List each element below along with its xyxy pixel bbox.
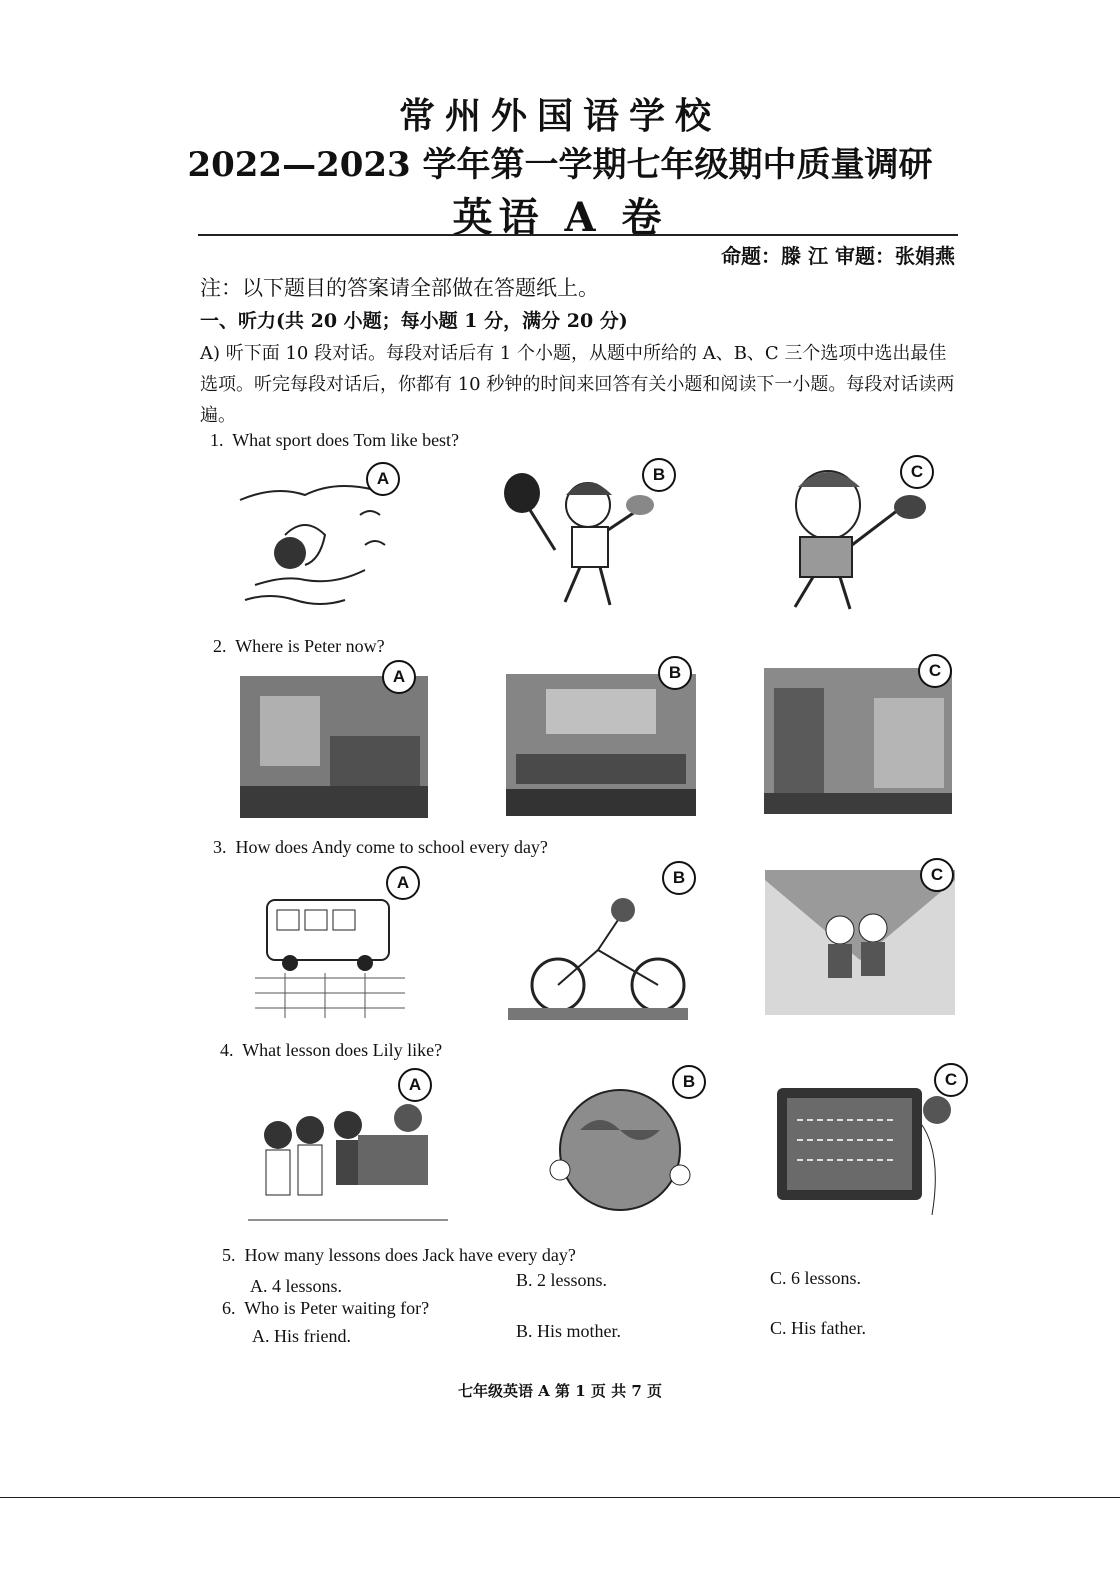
- walking-picture[interactable]: [765, 870, 955, 1015]
- option-a-label: A: [386, 866, 420, 900]
- section-title: 一、听力(共 20 小题；每小题 1 分，满分 20 分): [200, 310, 628, 332]
- option-b-label: B: [672, 1065, 706, 1099]
- option-a-label: A: [382, 660, 416, 694]
- option-a-label: A: [366, 462, 400, 496]
- school-name: 常州外国语学校: [398, 95, 721, 137]
- option-a[interactable]: A. 4 lessons.: [250, 1276, 343, 1296]
- page-footer: 七年级英语 A 第 1 页 共 7 页: [457, 1382, 663, 1400]
- option-b[interactable]: B. 2 lessons.: [516, 1270, 608, 1290]
- maths-picture[interactable]: [772, 1080, 967, 1220]
- authors-line: 命题：滕 江 审题：张娟燕: [721, 244, 955, 268]
- question-text: What sport does Tom like best?: [232, 430, 460, 450]
- bike-picture[interactable]: [508, 890, 688, 1020]
- library-photo[interactable]: [764, 668, 952, 814]
- option-b[interactable]: B. His mother.: [516, 1321, 622, 1341]
- music-picture[interactable]: [248, 1090, 448, 1225]
- question-text: How many lessons does Jack have every day?: [244, 1245, 576, 1265]
- question-number: 3.: [213, 837, 227, 857]
- question-number: 1.: [210, 430, 224, 450]
- option-c[interactable]: C. 6 lessons.: [770, 1268, 862, 1288]
- question-number: 4.: [220, 1040, 234, 1060]
- question-number: 5.: [222, 1245, 236, 1265]
- answer-note: 注：以下题目的答案请全部做在答题纸上。: [200, 276, 599, 300]
- question-text: Who is Peter waiting for?: [244, 1298, 430, 1318]
- bus-picture[interactable]: [255, 878, 405, 1018]
- option-c-label: C: [920, 858, 954, 892]
- question-text: Where is Peter now?: [235, 636, 385, 656]
- option-b-label: B: [658, 656, 692, 690]
- option-c[interactable]: C. His father.: [770, 1318, 866, 1338]
- question-number: 2.: [213, 636, 227, 656]
- question-number: 6.: [222, 1298, 236, 1318]
- classroom-photo[interactable]: [506, 674, 696, 816]
- option-c-label: C: [900, 455, 934, 489]
- question-5: [222, 1245, 576, 1266]
- option-b-label: B: [642, 458, 676, 492]
- question-3: [213, 837, 548, 858]
- question-4: [220, 1040, 442, 1061]
- option-a-label: A: [398, 1068, 432, 1102]
- page-bottom-rule: [0, 1497, 1120, 1498]
- question-text: What lesson does Lily like?: [242, 1040, 443, 1060]
- option-c-label: C: [918, 654, 952, 688]
- question-6: [222, 1298, 429, 1319]
- question-1: [210, 430, 459, 451]
- bedroom-photo[interactable]: [240, 676, 428, 818]
- question-2: [213, 636, 385, 657]
- header-rule: [198, 234, 958, 236]
- option-a[interactable]: A. His friend.: [252, 1326, 351, 1346]
- option-b-label: B: [662, 861, 696, 895]
- question-text: How does Andy come to school every day?: [235, 837, 548, 857]
- exam-title: 2022—2023 学年第一学期七年级期中质量调研: [187, 145, 933, 185]
- paper-title: 英语 A 卷: [452, 194, 668, 241]
- geography-picture[interactable]: [540, 1080, 700, 1220]
- option-c-label: C: [934, 1063, 968, 1097]
- section-instructions: A) 听下面 10 段对话。每段对话后有 1 个小题，从题中所给的 A、B、C 三个选项中选出最佳选项。听完每段对话后，你都有 10 秒钟的时间来回答有关小题和阅读下一小题。每段对话读两遍。: [200, 343, 955, 426]
